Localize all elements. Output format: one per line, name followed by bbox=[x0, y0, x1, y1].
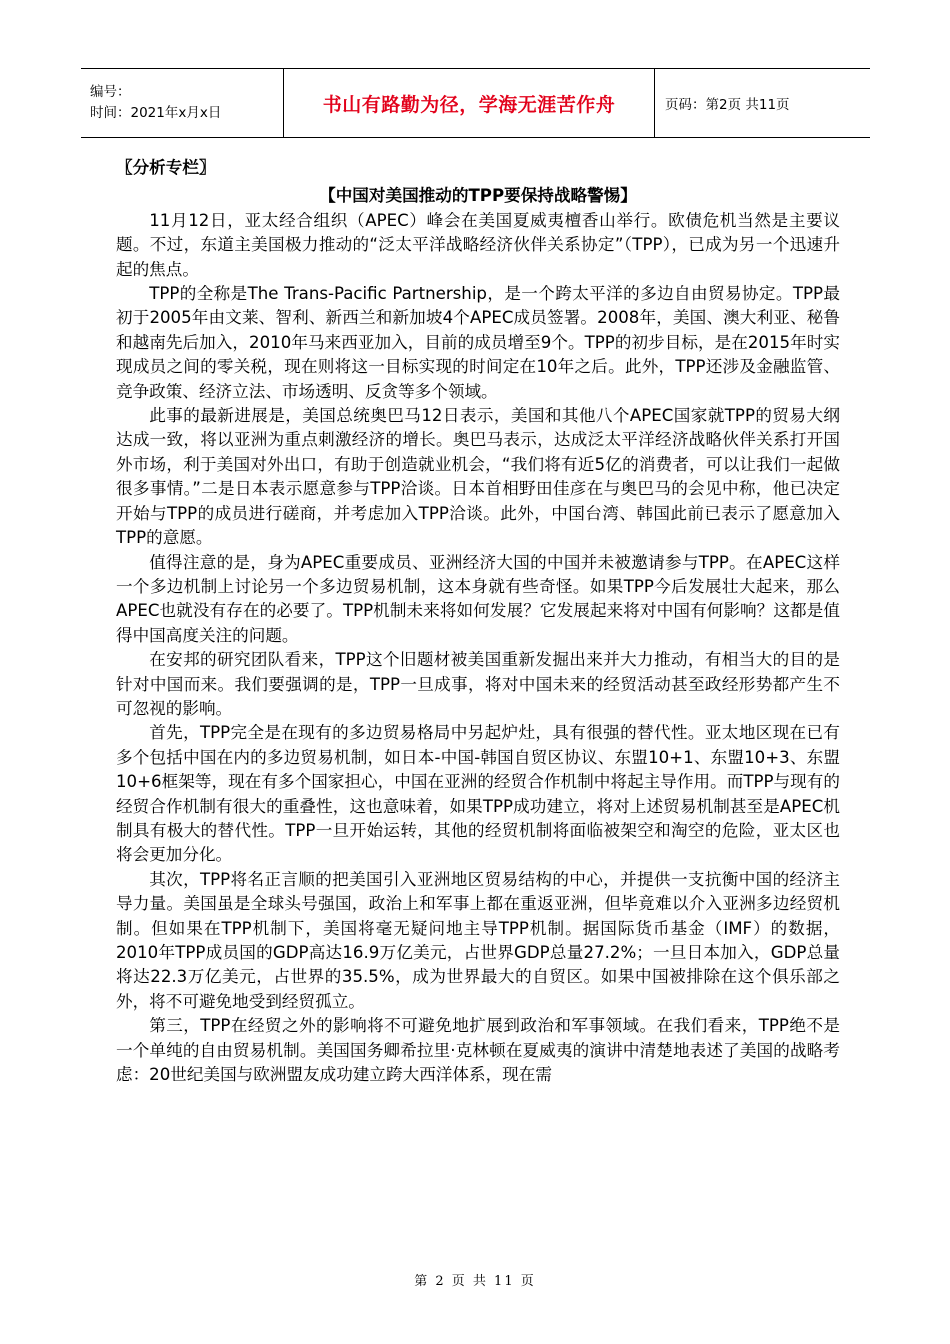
article-title: 【中国对美国推动的TPP要保持战略警惕】 bbox=[319, 186, 637, 206]
paragraph: 11月12日，亚太经合组织（APEC）峰会在美国夏威夷檀香山举行。欧债危机当然是主要议题。不过，东道主美国极力推动的“泛太平洋战略经济伙伴关系协定”（TPP），已成为另一个迅速升起的焦点。 bbox=[116, 210, 840, 279]
paragraph: 此事的最新进展是，美国总统奥巴马12日表示，美国和其他八个APEC国家就TPP的贸易大纲达成一致，将以亚洲为重点刺激经济的增长。奥巴马表示，达成泛太平洋经济战略伙伴关系打开国外市场，利于美国对外出口，有助于创造就业机会，“我们将有近5亿的消费者，可以让我们一起做很多事情。”二是日本表示愿意参与TPP洽谈。日本首相野田佳彦在与奥巴马的会见中称，他已决定开始与TPP的成员进行磋商，并考虑加入TPP洽谈。此外，中国台湾、韩国此前已表示了愿意加入TPP的意愿。 bbox=[116, 406, 840, 548]
header-page-cell bbox=[655, 69, 870, 137]
paragraph: 第三，TPP在经贸之外的影响将不可避免地扩展到政治和军事领域。在我们看来，TPP绝不是一个单纯的自由贸易机制。美国国务卿希拉里·克林顿在夏威夷的演讲中清楚地表述了美国的战略考虑：20世纪美国与欧洲盟友成功建立跨大西洋体系，现在需 bbox=[116, 1016, 840, 1085]
header-page-info: 页码：第2页 共11页 bbox=[665, 97, 790, 113]
document-number-label: 编号： bbox=[90, 84, 131, 100]
paragraph: 其次，TPP将名正言顺的把美国引入亚洲地区贸易结构的中心，并提供一支抗衡中国的经济主导力量。美国虽是全球头号强国，政治上和军事上都在重返亚洲，但毕竟难以介入亚洲多边经贸机制。但如果在TPP机制下，美国将毫无疑问地主导TPP机制。据国际货币基金（IMF）的数据，2010年TPP成员国的GDP高达16.9万亿美元，占世界GDP总量27.2%；一旦日本加入，GDP总量将达22.3万亿美元，占世界的35.5%，成为世界最大的自贸区。如果中国被排除在这个俱乐部之外，将不可避免地受到经贸孤立。 bbox=[116, 869, 840, 1011]
paragraph: TPP的全称是The Trans-Pacific Partnership，是一个跨太平洋的多边自由贸易协定。TPP最初于2005年由文莱、智利、新西兰和新加坡4个APEC成员签署。2008年，美国、澳大利亚、秘鲁和越南先后加入，2010年马来西亚加入，目前的成员增至9个。TPP的初步目标，是在2015年时实现成员之间的零关税，现在则将这一目标实现的时间定在10年之后。此外，TPP还涉及金融监管、竞争政策、经济立法、市场透明、反贪等多个领域。 bbox=[116, 284, 840, 401]
header-motto: 书山有路勤为径，学海无涯苦作舟 bbox=[322, 93, 616, 116]
paragraph: 值得注意的是，身为APEC重要成员、亚洲经济大国的中国并未被邀请参与TPP。在APEC这样一个多边机制上讨论另一个多边贸易机制，这本身就有些奇怪。如果TPP今后发展壮大起来，那么APEC也就没有存在的必要了。TPP机制未来将如何发展？它发展起来将对中国有何影响？这都是值得中国高度关注的问题。 bbox=[116, 552, 840, 645]
document-header bbox=[81, 68, 870, 138]
section-label: 〖分析专栏〗 bbox=[116, 158, 216, 177]
header-motto-cell bbox=[283, 69, 655, 137]
document-body bbox=[116, 156, 840, 1087]
page-footer: 第 2 页 共 11 页 bbox=[414, 1274, 536, 1289]
document-date-label: 时间：2021年x月x日 bbox=[90, 105, 222, 121]
paragraph: 在安邦的研究团队看来，TPP这个旧题材被美国重新发掘出来并大力推动，有相当大的目的是针对中国而来。我们要强调的是，TPP一旦成事，将对中国未来的经贸活动甚至政经形势都产生不可忽视的影响。 bbox=[116, 650, 840, 718]
paragraph: 首先，TPP完全是在现有的多边贸易格局中另起炉灶，具有很强的替代性。亚太地区现在已有多个包括中国在内的多边贸易机制，如日本-中国-韩国自贸区协议、东盟10+1、东盟10+3、东盟10+6框架等，现在有多个国家担心，中国在亚洲的经贸合作机制中将起主导作用。而TPP与现有的经贸合作机制有很大的重叠性，这也意味着，如果TPP成功建立，将对上述贸易机制甚至是APEC机制具有极大的替代性。TPP一旦开始运转，其他的经贸机制将面临被架空和淘空的危险，亚太区也将会更加分化。 bbox=[116, 723, 840, 865]
header-meta-cell bbox=[81, 69, 283, 137]
